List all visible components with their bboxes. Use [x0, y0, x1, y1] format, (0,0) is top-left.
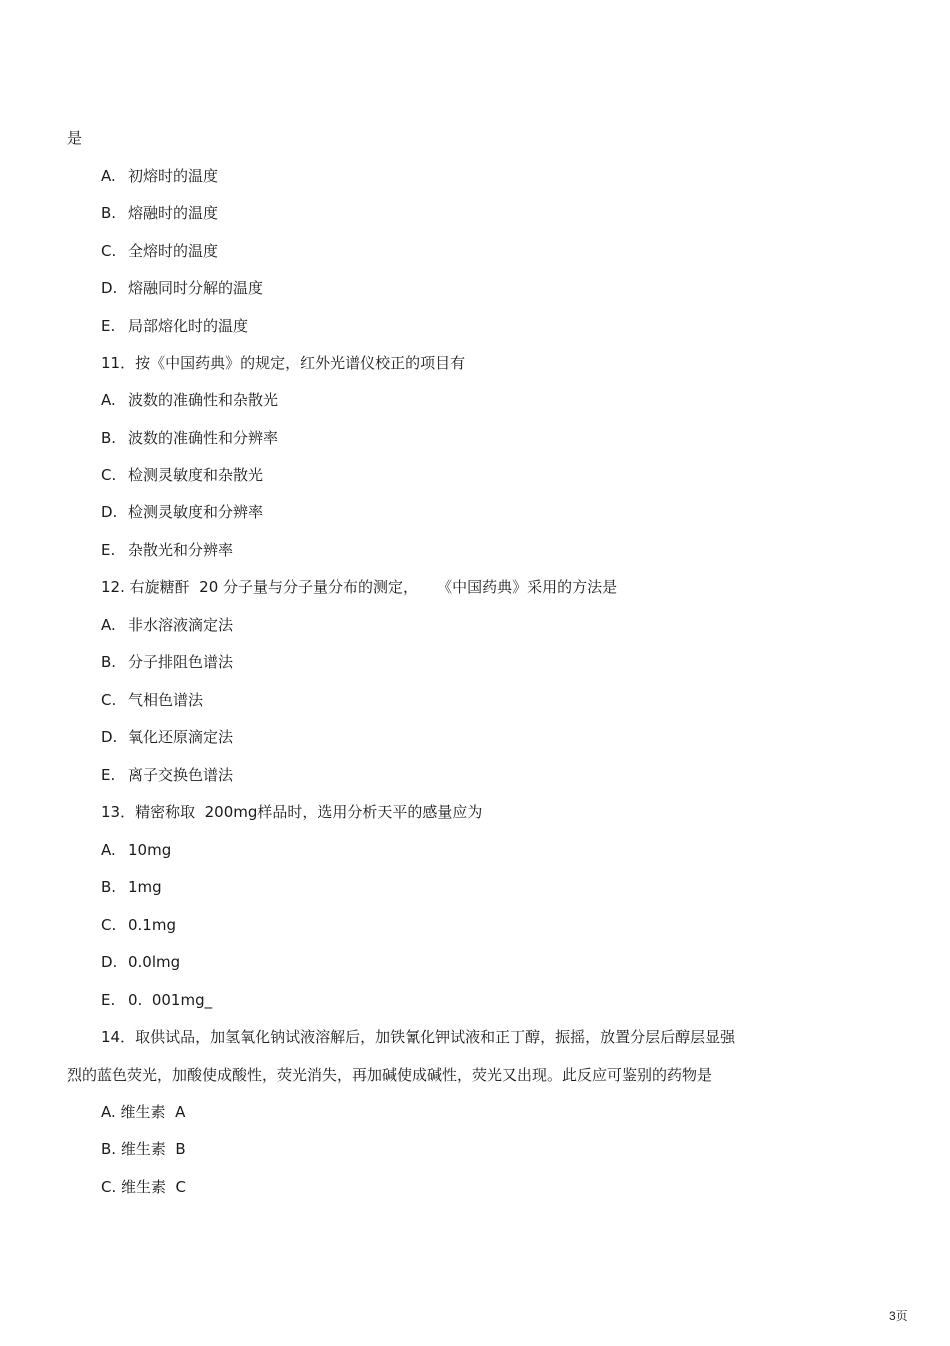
option-e [101, 316, 248, 336]
option-letter: D. [101, 953, 118, 971]
option-letter: E. [101, 541, 116, 559]
option-text: 检测灵敏度和杂散光 [128, 466, 264, 484]
page-number: 3页 [889, 1309, 908, 1323]
option-e [101, 765, 233, 785]
option-text: 离子交换色谱法 [128, 766, 234, 784]
option-d [101, 502, 263, 522]
option-text: 熔融时的温度 [128, 204, 219, 222]
option-letter: C. [101, 691, 117, 709]
question-11-stem: 11．按《中国药典》的规定，红外光谱仪校正的项目有 [101, 354, 466, 372]
option-letter: E. [101, 317, 116, 335]
option-c [101, 465, 263, 485]
option-letter: A. [101, 616, 116, 634]
option-text: 0.0lmg [128, 953, 181, 971]
option-letter: C. [101, 466, 117, 484]
option-d [101, 727, 233, 747]
option-letter: E. [101, 991, 116, 1009]
option-text: 1mg [128, 878, 162, 896]
option-text: 非水溶液滴定法 [128, 616, 234, 634]
option-text: 熔融同时分解的温度 [128, 279, 264, 297]
option-a [101, 615, 233, 635]
option-text: 全熔时的温度 [128, 242, 219, 260]
question-14-stem-line1: 14．取供试品，加氢氧化钠试液溶解后，加铁氰化钾试液和正丁醇，振摇，放置分层后醇层显强 [101, 1028, 736, 1046]
option-letter: C. [101, 242, 117, 260]
option-text: 气相色谱法 [128, 691, 204, 709]
option-c [101, 915, 176, 935]
option-letter: B. [101, 204, 117, 222]
option-letter: A. [101, 841, 116, 859]
option-b [101, 652, 233, 672]
option-text: 波数的准确性和分辨率 [128, 429, 279, 447]
option-a [101, 390, 278, 410]
option-text: 杂散光和分辨率 [128, 541, 234, 559]
question-14-stem-line2: 烈的蓝色荧光，加酸使成酸性，荧光消失，再加碱使成碱性，荧光又出现。此反应可鉴别的药物是 [67, 1066, 713, 1084]
option-text: 0.1mg [128, 916, 176, 934]
option-b [101, 428, 278, 448]
option-a [101, 840, 171, 860]
option-letter: B. [101, 653, 117, 671]
option-e [101, 990, 212, 1010]
option-text: 波数的准确性和杂散光 [128, 391, 279, 409]
option-letter: A. [101, 391, 116, 409]
option-text: 0. 001mg_ [128, 991, 213, 1009]
option-text: 分子排阻色谱法 [128, 653, 234, 671]
option-letter: B. [101, 429, 117, 447]
option-e [101, 540, 233, 560]
question-13-stem: 13．精密称取 200mg样品时，选用分析天平的感量应为 [101, 803, 483, 821]
option-text: 氧化还原滴定法 [128, 728, 234, 746]
option-letter: D. [101, 279, 118, 297]
option-d [101, 952, 180, 972]
option-c [101, 241, 218, 261]
option-text: 局部熔化时的温度 [128, 317, 249, 335]
option-letter: A. [101, 167, 116, 185]
option-d [101, 278, 263, 298]
option-letter: B. [101, 878, 117, 896]
question-12-stem: 12. 右旋糖酐 20 分子量与分子量分布的测定， 《中国药典》采用的方法是 [101, 578, 618, 596]
option-letter: D. [101, 728, 118, 746]
option-b [101, 877, 162, 897]
option-a [101, 166, 218, 186]
option-letter: D. [101, 503, 118, 521]
option-text: 初熔时的温度 [128, 167, 219, 185]
option-text: 检测灵敏度和分辨率 [128, 503, 264, 521]
option-letter: C. [101, 916, 117, 934]
question-continuation: 是 [67, 129, 83, 147]
option-letter: E. [101, 766, 116, 784]
option-b [101, 203, 218, 223]
option-c [101, 690, 203, 710]
option-c: C. 维生素 C [101, 1178, 187, 1196]
option-text: 10mg [128, 841, 172, 859]
option-b: B. 维生素 B [101, 1140, 186, 1158]
option-a: A. 维生素 A [101, 1103, 186, 1121]
